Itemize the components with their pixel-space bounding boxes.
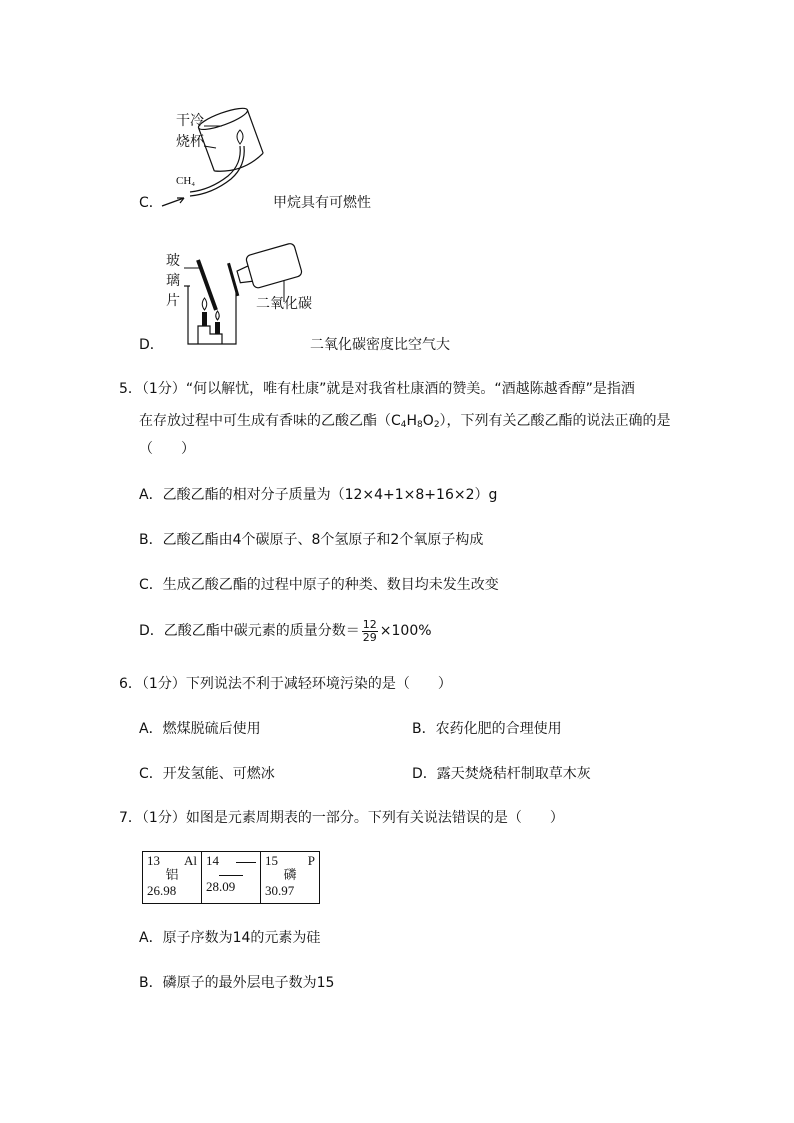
co2-label: 二氧化碳	[256, 296, 312, 312]
q5-stem-line1: 5．（1分）“何以解忧，唯有杜康”就是对我省杜康酒的赞美。“酒越陈越香醇”是指酒	[119, 381, 635, 397]
inverted-beaker	[197, 104, 266, 176]
q5-stem-line3: （ ）	[139, 441, 195, 457]
label-glass-1: 玻	[166, 253, 180, 269]
flame-icon	[237, 130, 243, 144]
flame-icon-1	[202, 298, 207, 310]
q5-option-a: A．乙酸乙酯的相对分子质量为（12×4+1×8+16×2）g	[139, 487, 498, 503]
q6-stem: 6．（1分）下列说法不利于减轻环境污染的是（ ）	[119, 676, 452, 692]
element-cell-al: 13 Al 铝 26.98	[143, 852, 202, 904]
element-cell-14: 14 28.09	[202, 852, 261, 904]
option-c-text: 甲烷具有可燃性	[273, 195, 371, 211]
option-c-letter: C．	[139, 195, 163, 211]
q6-option-c: C．开发氢能、可燃冰	[139, 766, 275, 782]
ch4-label: CH₄	[176, 175, 196, 187]
element-cell-p: 15 P 磷 30.97	[261, 852, 320, 904]
label-beaker: 烧杯	[176, 134, 204, 150]
periodic-table-fragment	[142, 851, 320, 904]
label-glass-2: 璃	[166, 273, 180, 289]
q7-stem: 7．（1分）如图是元素周期表的一部分。下列有关说法错误的是（ ）	[119, 810, 564, 826]
q5-option-c: C．生成乙酸乙酯的过程中原子的种类、数目均未发生改变	[139, 577, 499, 593]
q5-option-d: D．乙酸乙酯中碳元素的质量分数＝ $\frac{12}{29}$ ×100%	[139, 618, 432, 644]
label-glass-3: 片	[166, 293, 180, 309]
q6-option-d: D．露天焚烧秸杆制取草木灰	[412, 766, 591, 782]
q6-option-b: B．农药化肥的合理使用	[412, 721, 562, 737]
q7-option-a: A．原子序数为14的元素为硅	[139, 930, 321, 946]
label-dry-cold: 干冷	[176, 113, 204, 129]
co2-pouring-figure	[180, 240, 310, 350]
flame-icon-2	[216, 311, 220, 320]
option-d-text: 二氧化碳密度比空气大	[310, 337, 450, 353]
q6-option-a: A．燃煤脱硫后使用	[139, 721, 261, 737]
q5-option-b: B．乙酸乙酯由4个碳原子、8个氢原子和2个氧原子构成	[139, 532, 484, 548]
gas-bottle	[228, 243, 303, 296]
q7-option-b: B．磷原子的最外层电子数为15	[139, 975, 335, 991]
blank-symbol	[236, 854, 256, 863]
option-d-letter: D．	[139, 337, 164, 353]
arrow-icon	[160, 194, 190, 208]
fraction: $\frac{12}{29}$	[362, 618, 377, 644]
q5-stem-line2: 在存放过程中可生成有香味的乙酸乙酯$(C_4H_8O_2)$，下列有关乙酸乙酯的说法正确的是	[139, 413, 671, 430]
blank-name	[219, 875, 243, 876]
